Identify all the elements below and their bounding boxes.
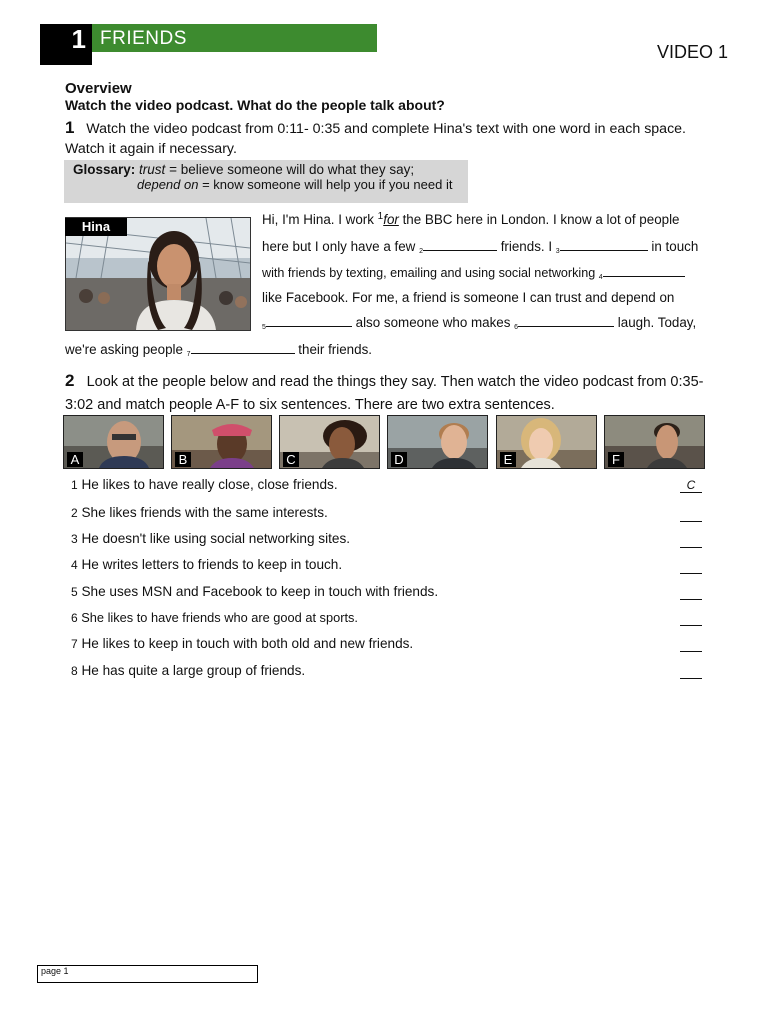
sentence-4 <box>71 557 342 572</box>
text-segment: in touch <box>647 239 699 254</box>
sentence-text: She uses MSN and Facebook to keep in touch with friends. <box>81 584 439 599</box>
text-line-3 <box>262 265 708 281</box>
answer-6[interactable] <box>680 611 702 626</box>
sentence-text: He likes to have really close, close friends. <box>81 477 338 492</box>
video-label: VIDEO 1 <box>656 42 728 62</box>
sentence-text: He has quite a large group of friends. <box>81 663 306 678</box>
sentence-number: 2 <box>71 506 78 520</box>
sentence-3 <box>71 531 350 546</box>
answer-7[interactable] <box>680 637 702 652</box>
text-line-5 <box>262 315 708 331</box>
text-line-6 <box>65 342 511 358</box>
page-number-box: page 1 <box>37 965 258 983</box>
exercise1-number: 1 <box>65 118 75 137</box>
text-segment: friends. I <box>496 239 556 254</box>
gap-3-blank[interactable] <box>560 239 648 251</box>
gap-number-5: 5 <box>262 324 266 331</box>
sentence-number: 5 <box>71 585 78 599</box>
glossary-term-trust: trust <box>139 162 166 177</box>
glossary-label: Glossary: <box>73 162 136 177</box>
sentence-text: He likes to keep in touch with both old and new friends. <box>81 636 414 651</box>
person-f-photo <box>604 415 705 469</box>
sentence-text: He doesn't like using social networking sites. <box>81 531 351 546</box>
glossary-line-2 <box>73 177 468 192</box>
sentence-number: 1 <box>71 478 78 492</box>
answer-5[interactable] <box>680 585 702 600</box>
gap-number-3: 3 <box>555 248 560 255</box>
exercise2-number: 2 <box>65 371 75 390</box>
sentence-number: 7 <box>71 637 78 651</box>
person-b-letter: B <box>175 452 191 467</box>
gap-6-blank[interactable] <box>518 315 614 327</box>
unit-number: 1 <box>40 24 92 65</box>
text-segment: laugh. Today, <box>614 315 697 330</box>
gap-5-blank[interactable] <box>266 315 352 327</box>
text-segment: Hi, I'm Hina. I work <box>262 212 378 227</box>
person-d-photo <box>387 415 488 469</box>
gap-2-blank[interactable] <box>423 239 497 251</box>
gap-number-2: 2 <box>419 248 423 255</box>
text-segment: we're asking people <box>65 342 187 357</box>
text-segment: with friends by texting, emailing and using social networking <box>262 266 599 280</box>
person-a-photo <box>63 415 164 469</box>
sentence-8 <box>71 663 305 678</box>
person-d-letter: D <box>391 452 407 467</box>
exercise1-instruction <box>65 118 725 159</box>
hina-label: Hina <box>65 218 127 236</box>
sentence-text: She likes friends with the same interests. <box>81 505 328 520</box>
person-e-letter: E <box>500 452 516 467</box>
sentence-2 <box>71 505 328 520</box>
text-line-2 <box>262 239 708 255</box>
sentence-text: She likes to have friends who are good at sports. <box>81 610 358 625</box>
person-c-photo <box>279 415 380 469</box>
sentence-6 <box>71 610 358 625</box>
glossary-box <box>64 160 468 203</box>
exercise2-text: Look at the people below and read the things they say. Then watch the video podcast from 0:35-3:02 and match people A-F to six sentences. There are two extra sentences. <box>65 374 704 413</box>
text-segment: their friends. <box>294 342 372 357</box>
answer-3[interactable] <box>680 533 702 548</box>
unit-title: FRIENDS <box>92 24 377 52</box>
text-segment: here but I only have a few <box>262 239 420 254</box>
glossary-line-1 <box>73 162 468 177</box>
person-c-letter: C <box>283 452 299 467</box>
gap-number-4: 4 <box>598 274 603 281</box>
person-a-letter: A <box>67 452 83 467</box>
sentence-5 <box>71 584 438 599</box>
person-e-photo <box>496 415 597 469</box>
sentence-text: He writes letters to friends to keep in touch. <box>81 557 343 572</box>
gap-number-1: 1 <box>377 211 384 222</box>
gap-number-6: 6 <box>514 324 519 331</box>
sentence-1 <box>71 477 338 492</box>
text-segment: the BBC here in London. I know a lot of people <box>398 212 680 227</box>
overview-heading: Overview <box>65 80 132 97</box>
answer-4[interactable] <box>680 559 702 574</box>
person-b-photo <box>171 415 272 469</box>
gap-7-blank[interactable] <box>191 342 295 354</box>
text-line-1 <box>262 211 708 227</box>
gap-4-blank[interactable] <box>603 265 685 277</box>
sentence-number: 3 <box>71 532 78 546</box>
exercise2-instruction <box>65 369 725 417</box>
exercise1-text: Watch the video podcast from 0:11- 0:35 and complete Hina's text with one word in each space. Watch it again if necessary. <box>65 121 686 157</box>
sentence-number: 8 <box>71 664 78 678</box>
person-f-letter: F <box>608 452 624 467</box>
example-answer: for <box>383 212 399 227</box>
sentence-number: 4 <box>71 558 78 572</box>
glossary-def-trust: = believe someone will do what they say; <box>165 162 415 177</box>
text-line-4 <box>262 290 708 305</box>
answer-1[interactable]: C <box>680 478 702 493</box>
text-segment: also someone who makes <box>351 315 515 330</box>
answer-8[interactable] <box>680 664 702 679</box>
gap-number-7: 7 <box>186 351 191 358</box>
glossary-def-depend: = know someone will help you if you need it <box>198 177 453 192</box>
overview-question: Watch the video podcast. What do the people talk about? <box>65 97 445 113</box>
sentence-number: 6 <box>71 611 78 625</box>
sentence-7 <box>71 636 413 651</box>
text-segment: like Facebook. For me, a friend is someone I can trust and depend on <box>262 290 675 305</box>
glossary-term-depend: depend on <box>137 177 199 192</box>
answer-2[interactable] <box>680 507 702 522</box>
